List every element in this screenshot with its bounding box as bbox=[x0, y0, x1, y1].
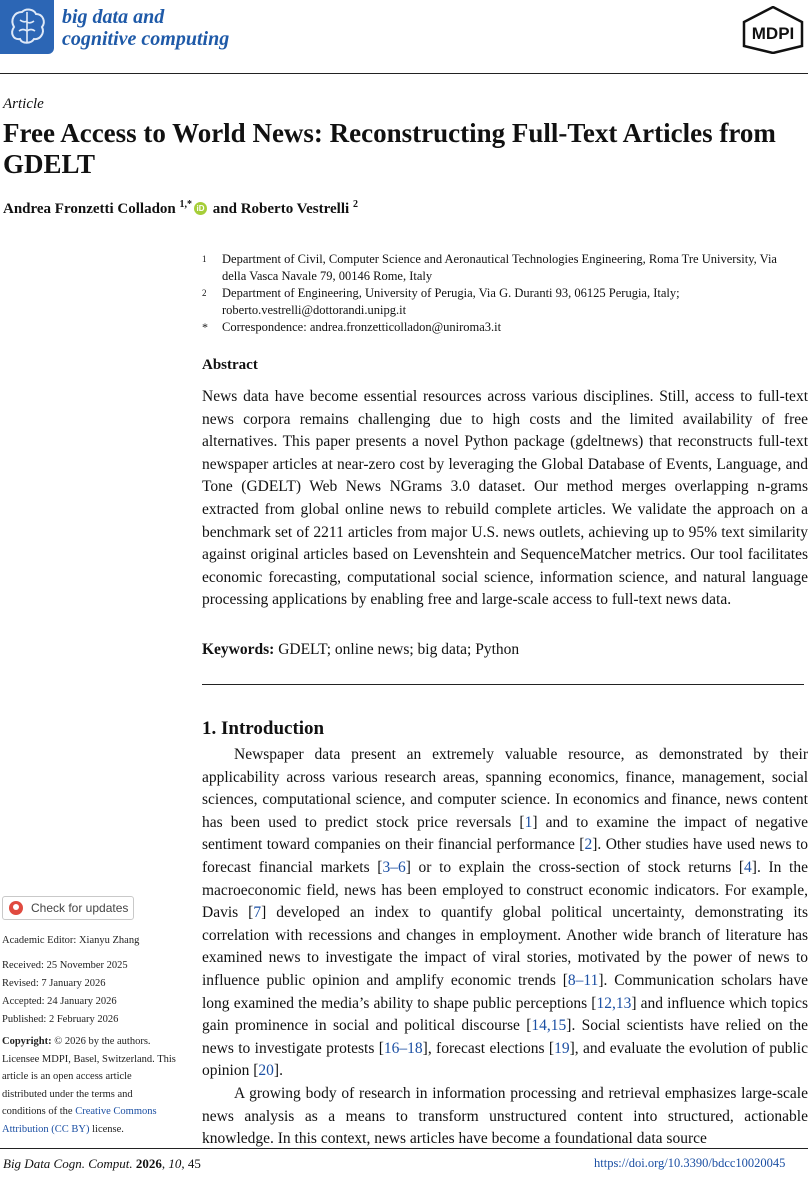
journal-logo-icon bbox=[0, 0, 54, 54]
citation-footer: Big Data Cogn. Comput. 2026, 10, 45 bbox=[3, 1156, 201, 1171]
abstract-divider bbox=[202, 684, 804, 685]
citation-link[interactable]: 8–11 bbox=[567, 971, 599, 989]
citation-link[interactable]: 3–6 bbox=[382, 858, 406, 876]
academic-editor: Academic Editor: Xianyu Zhang bbox=[2, 935, 140, 946]
doi-link[interactable]: https://doi.org/10.3390/bdcc10020045 bbox=[594, 1156, 786, 1170]
article-title: Free Access to World News: Reconstructing Full-Text Articles from GDELT bbox=[3, 118, 776, 179]
check-for-updates-button[interactable] bbox=[2, 896, 134, 920]
journal-name-line2: cognitive computing bbox=[62, 28, 230, 50]
author-affiliation-sup: 2 bbox=[352, 199, 358, 210]
citation-link[interactable]: 20 bbox=[258, 1062, 274, 1080]
publisher-name: MDPI bbox=[751, 24, 795, 43]
citation-link[interactable]: 1 bbox=[524, 813, 533, 831]
copyright-label: Copyright: bbox=[2, 1036, 52, 1047]
date-revised: Revised: 7 January 2026 bbox=[2, 978, 106, 989]
section-heading-introduction: 1. Introduction bbox=[202, 718, 325, 739]
citation-link[interactable]: 12,13 bbox=[596, 994, 632, 1012]
copyright-text: © 2026 by the authors. Licensee MDPI, Basel, Switzerland. This article is an open access article distributed under the terms and conditions of the bbox=[2, 1036, 176, 1117]
author-list bbox=[3, 199, 358, 218]
date-received: Received: 25 November 2025 bbox=[2, 960, 128, 971]
date-accepted: Accepted: 24 January 2026 bbox=[2, 996, 117, 1007]
keywords bbox=[202, 641, 519, 659]
paragraph: A growing body of research in information processing and retrieval emphasizes large-scale news analysis as a means to transform unstructured content into structured, actionable knowledge. In this context, news articles have become a foundational data source bbox=[202, 1084, 808, 1148]
article-type: Article bbox=[3, 96, 44, 112]
affiliation-text: Department of Engineering, University of Perugia, Via G. Duranti 93, 06125 Perugia, Italy; roberto.vestrelli@dottorandi.unipg.it bbox=[222, 286, 680, 317]
correspondence bbox=[202, 319, 804, 336]
keywords-label: Keywords: bbox=[202, 641, 275, 658]
date-published: Published: 2 February 2026 bbox=[2, 1014, 119, 1025]
license-tail: license. bbox=[92, 1123, 124, 1135]
affiliation-1 bbox=[202, 251, 804, 285]
citation-link[interactable]: 14,15 bbox=[531, 1017, 567, 1035]
mdpi-logo bbox=[741, 6, 805, 59]
abstract-body: News data have become essential resources across various disciplines. Still, access to full-text news corpora remains challenging due to high costs and the limited availability of free alternatives. This paper presents a novel Python package (gdeltnews) that reconstructs full-text newspaper articles at near-zero cost by leveraging the Global Database of Events, Language, and Tone (GDELT) Web News NGrams 3.0 dataset. Our method merges overlapping n-grams extracted from global online news to rebuild complete articles. We validate the approach on a benchmark set of 2211 articles from major U.S. news outlets, achieving up to 95% text similarity against original articles based on Levenshtein and SequenceMatcher metrics. Our tool facilitates economic forecasting, computational social science, information science, and natural language processing applications by enabling free and large-scale access to full-text news data. bbox=[202, 388, 808, 609]
keywords-text: GDELT; online news; big data; Python bbox=[278, 641, 520, 658]
license-link[interactable]: Creative Commons Attribution (CC BY) bbox=[2, 1106, 157, 1135]
footer-divider bbox=[0, 1148, 808, 1149]
publication-year: 2026 bbox=[135, 1156, 162, 1171]
citation-link[interactable]: 16–18 bbox=[383, 1039, 423, 1057]
correspondence-marker: * bbox=[202, 320, 208, 334]
correspondence-text[interactable]: Correspondence: andrea.fronzetticolladon@uniroma3.it bbox=[222, 320, 502, 334]
volume-number: 10 bbox=[168, 1156, 182, 1171]
header-divider bbox=[0, 73, 808, 74]
citation-link[interactable]: 19 bbox=[554, 1039, 570, 1057]
introduction-body bbox=[202, 744, 808, 1151]
journal-name bbox=[62, 6, 229, 50]
copyright-notice bbox=[2, 1033, 178, 1138]
journal-name-line1: big data and bbox=[62, 6, 165, 28]
author-separator: and bbox=[212, 201, 237, 217]
affiliation-text: Department of Civil, Computer Science and Aeronautical Technologies Engineering, Roma Tre University, Via della Vasca Navale 79, 00146 Rome, Italy bbox=[222, 252, 777, 283]
paragraph: Newspaper data present an extremely valuable resource, as demonstrated by their applicability across various research areas, spanning economics, finance, management, social sciences, computational science, and computer science. In economics and finance, news content has been used to predict stock price reversals [1] and to examine the impact of negative sentiment toward companies on their financial performance [2]. Other studies have used news to forecast financial markets [3–6] or to explain the cross-section of stock returns [4]. In the macroeconomic field, news has been employed to construct economic indicators. For example, Davis [7] developed an index to quantify global political uncertainty, demonstrating its correlation with recessions and changes in employment. Another wide branch of literature has examined news to investigate the impact of viral stories, motivated by the power of news to influence public opinion and amplify economic trends [8–11]. Communication scholars have long examined the media’s ability to shape public perceptions [12,13] and influence which topics gain prominence in social and political discourse [14,15]. Social scientists have relied on the news to investigate protests [16–18], forecast elections [19], and evaluate the evolution of public opinion [20]. bbox=[202, 746, 808, 1080]
affiliation-2 bbox=[202, 285, 804, 319]
article-number: 45 bbox=[187, 1156, 201, 1171]
citation-link[interactable]: 4 bbox=[744, 858, 752, 876]
affiliation-number: 2 bbox=[202, 288, 207, 298]
abstract-heading: Abstract bbox=[202, 357, 258, 373]
citation-link[interactable]: 7 bbox=[253, 904, 262, 922]
check-updates-label: Check for updates bbox=[31, 901, 129, 915]
journal-abbrev: Big Data Cogn. Comput. bbox=[3, 1156, 133, 1171]
citation-link[interactable]: 2 bbox=[584, 836, 593, 854]
author-name[interactable]: Roberto Vestrelli bbox=[240, 201, 350, 217]
orcid-icon[interactable]: iD bbox=[194, 202, 207, 215]
author-name[interactable]: Andrea Fronzetti Colladon bbox=[3, 201, 176, 217]
author-affiliation-sup: 1,* bbox=[179, 199, 193, 210]
check-updates-icon bbox=[9, 901, 23, 915]
affiliation-number: 1 bbox=[202, 254, 207, 264]
